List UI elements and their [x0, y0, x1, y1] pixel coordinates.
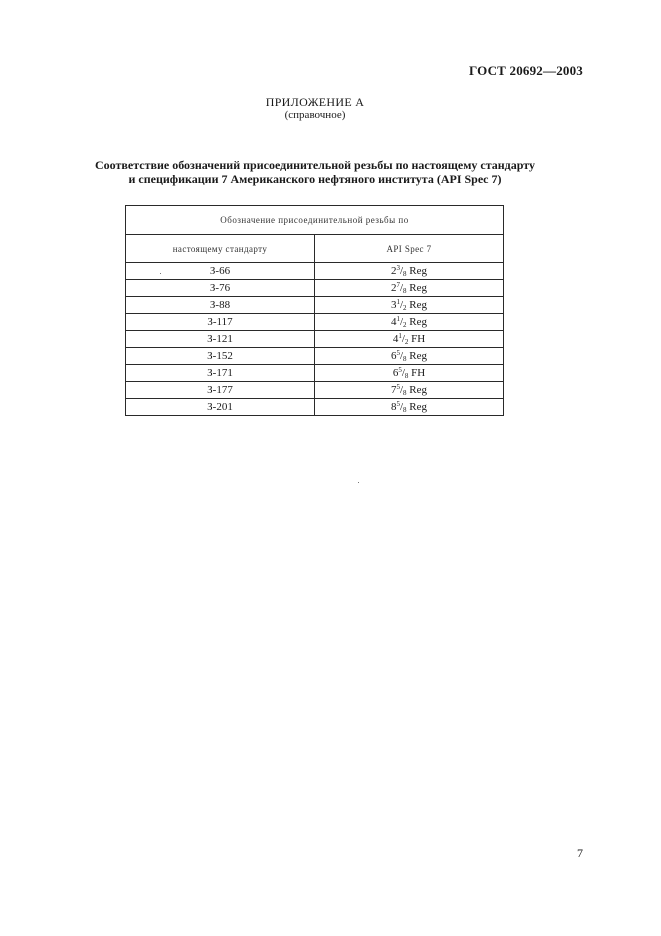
size-denominator: 8	[403, 406, 407, 414]
api-thread-size: $8^5/_8$ Reg	[390, 400, 428, 414]
column-header-standard: настоящему стандарту	[126, 235, 315, 263]
cell-standard-designation: З-177	[126, 382, 315, 399]
cell-api-designation	[315, 314, 504, 331]
size-numerator: 5	[396, 349, 400, 357]
size-numerator: 1	[396, 315, 400, 323]
api-thread-size: $6^5/_8$ Reg	[390, 349, 428, 363]
size-whole: 7	[390, 384, 397, 396]
size-numerator: 5	[396, 400, 400, 408]
size-denominator: 8	[403, 287, 407, 295]
cell-standard-designation: З-117	[126, 314, 315, 331]
cell-api-designation	[315, 331, 504, 348]
size-denominator: 8	[403, 270, 407, 278]
table-row	[126, 348, 504, 365]
size-denominator: 2	[403, 304, 407, 312]
table-row	[126, 314, 504, 331]
thread-type: Reg	[409, 401, 428, 413]
table-header-main: Обозначение присоединительной резьбы по	[126, 206, 504, 235]
cell-api-designation	[315, 280, 504, 297]
cell-standard-designation: З-152	[126, 348, 315, 365]
caption-line-2: и спецификации 7 Американского нефтяного института (API Spec 7)	[128, 172, 502, 186]
size-denominator: 8	[403, 355, 407, 363]
cell-standard-designation: З-66	[126, 263, 315, 280]
column-header-api: API Spec 7	[315, 235, 504, 263]
size-whole: 8	[390, 401, 397, 413]
thread-type: Reg	[409, 350, 428, 362]
thread-type: Reg	[409, 265, 428, 277]
appendix-subtitle: (справочное)	[284, 109, 346, 121]
api-thread-size: $2^3/_8$ Reg	[390, 264, 428, 278]
api-thread-size: $3^1/_2$ Reg	[390, 298, 428, 312]
table-row	[126, 331, 504, 348]
size-denominator: 2	[404, 338, 409, 346]
cell-standard-designation: З-76	[126, 280, 315, 297]
cell-standard-designation: З-171	[126, 365, 315, 382]
thread-type: Reg	[409, 282, 428, 294]
thread-type: Reg	[409, 384, 428, 396]
size-denominator: 8	[404, 372, 409, 380]
size-numerator: 1	[398, 332, 402, 340]
size-numerator: 5	[396, 383, 400, 391]
api-thread-size: $7^5/_8$ Reg	[390, 383, 428, 397]
table-row	[126, 263, 504, 280]
cell-api-designation	[315, 365, 504, 382]
size-whole: 2	[390, 265, 397, 277]
table-row	[126, 280, 504, 297]
scan-speck	[358, 482, 359, 483]
table-row	[126, 399, 504, 416]
thread-type: FH	[411, 333, 426, 345]
cell-api-designation	[315, 399, 504, 416]
cell-api-designation	[315, 348, 504, 365]
caption-line-1: Соответствие обозначений присоединительной резьбы по настоящему стандарту	[95, 158, 535, 172]
size-whole: 6	[390, 350, 397, 362]
thread-type: Reg	[409, 299, 428, 311]
size-whole: 4	[392, 333, 399, 345]
size-numerator: 7	[396, 281, 400, 289]
thread-type: Reg	[409, 316, 428, 328]
table-row	[126, 382, 504, 399]
cell-standard-designation: З-121	[126, 331, 315, 348]
api-thread-size: $4^1/_2$ FH	[392, 332, 426, 346]
size-whole: 2	[390, 282, 397, 294]
api-thread-size: $2^7/_8$ Reg	[390, 281, 428, 295]
size-whole: 4	[390, 316, 397, 328]
api-thread-size: $6^5/_8$ FH	[392, 366, 426, 380]
cell-api-designation	[315, 263, 504, 280]
cell-api-designation	[315, 382, 504, 399]
size-numerator: 5	[398, 366, 402, 374]
table-row	[126, 297, 504, 314]
table-row	[126, 365, 504, 382]
thread-correspondence-table	[125, 205, 504, 416]
api-thread-size: $4^1/_2$ Reg	[390, 315, 428, 329]
size-whole: 6	[392, 367, 399, 379]
appendix-title: ПРИЛОЖЕНИЕ А	[265, 95, 365, 109]
size-whole: 3	[390, 299, 397, 311]
document-code: ГОСТ 20692—2003	[468, 63, 583, 78]
table-caption	[0, 158, 630, 186]
size-numerator: 3	[396, 264, 400, 272]
page-number: 7	[577, 846, 583, 860]
cell-api-designation	[315, 297, 504, 314]
size-numerator: 1	[396, 298, 400, 306]
size-denominator: 2	[403, 321, 407, 329]
size-denominator: 8	[403, 389, 407, 397]
scan-speck	[160, 273, 161, 274]
thread-type: FH	[411, 367, 426, 379]
cell-standard-designation: З-88	[126, 297, 315, 314]
cell-standard-designation: З-201	[126, 399, 315, 416]
